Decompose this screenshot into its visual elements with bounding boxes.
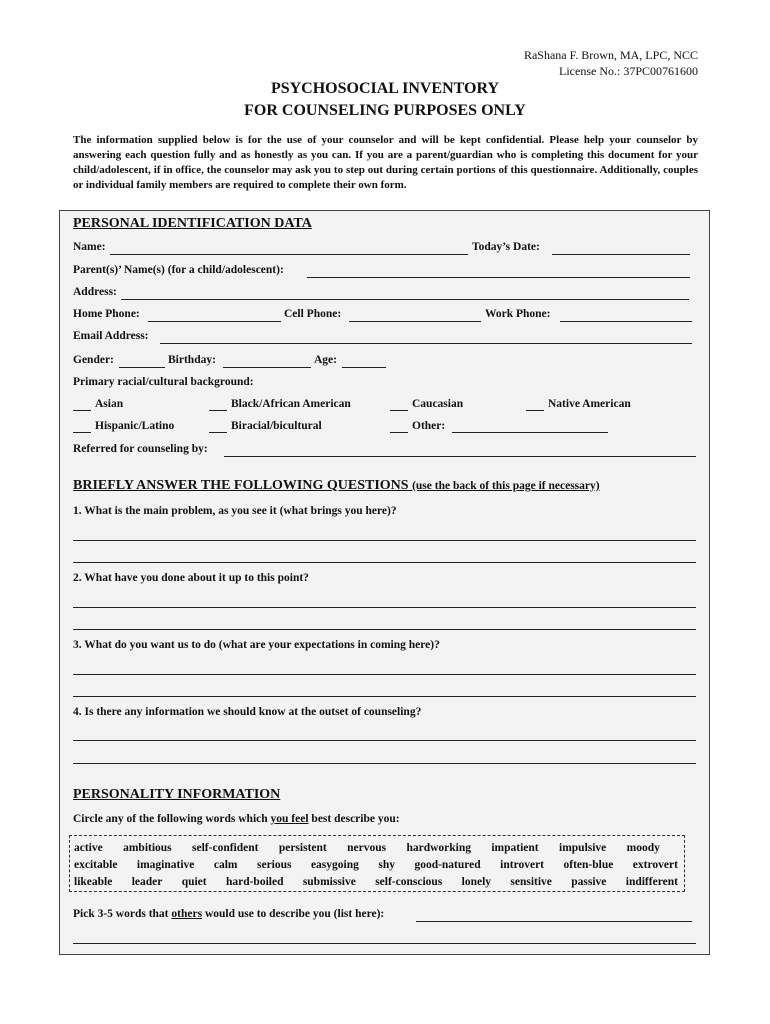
answer-1-line-1[interactable] [73,540,696,541]
age-label: Age: [314,354,337,366]
answer-4-line-1[interactable] [73,740,696,741]
other-checkbox[interactable] [390,432,408,433]
option-other: Other: [412,420,446,432]
option-asian: Asian [95,398,124,410]
pick-words-post: would use to describe you (list here): [204,908,385,920]
parents-name-field[interactable] [307,277,690,278]
option-caucasian: Caucasian [412,398,464,410]
home-phone-field[interactable] [148,321,281,322]
email-label: Email Address: [73,330,149,342]
word-option[interactable]: hard-boiled [225,876,284,888]
counselor-name: RaShana F. Brown, MA, LPC, NCC [523,48,698,62]
pick-words-emphasis: others [171,908,203,920]
answer-2-line-1[interactable] [73,607,696,608]
word-row-2 [74,859,678,871]
asian-checkbox[interactable] [73,410,91,411]
hispanic-latino-checkbox[interactable] [73,432,91,433]
word-option[interactable]: calm [213,859,238,871]
word-option[interactable]: serious [256,859,292,871]
question-1: 1. What is the main problem, as you see it (what brings you here)? [73,505,397,517]
gender-field[interactable] [119,367,165,368]
referred-label: Referred for counseling by: [73,443,208,455]
license-number: License No.: 37PC00761600 [559,64,698,78]
black-african-american-checkbox[interactable] [209,410,227,411]
work-phone-label: Work Phone: [485,308,551,320]
address-label: Address: [73,286,117,298]
birthday-field[interactable] [223,367,311,368]
word-option[interactable]: submissive [302,876,356,888]
home-phone-label: Home Phone: [73,308,140,320]
word-option[interactable]: nervous [347,842,387,854]
pick-words-field-line-2[interactable] [73,943,696,944]
native-american-checkbox[interactable] [526,410,544,411]
questions-heading-text: BRIEFLY ANSWER THE FOLLOWING QUESTIONS [73,478,409,493]
word-option[interactable]: active [74,842,103,854]
title-line-1: PSYCHOSOCIAL INVENTORY [270,80,500,97]
pick-words-instruction [73,908,384,920]
title-line-2: FOR COUNSELING PURPOSES ONLY [244,102,526,119]
cell-phone-field[interactable] [349,321,481,322]
word-option[interactable]: self-confident [192,842,259,854]
answer-3-line-2[interactable] [73,696,696,697]
question-3: 3. What do you want us to do (what are your expectations in coming here)? [73,639,440,651]
work-phone-field[interactable] [560,321,692,322]
word-option[interactable]: shy [378,859,395,871]
referred-field[interactable] [224,456,696,457]
background-label: Primary racial/cultural background: [73,376,254,388]
gender-label: Gender: [73,354,114,366]
cell-phone-label: Cell Phone: [284,308,342,320]
circle-instruction-emphasis: you feel [270,813,309,825]
biracial-bicultural-checkbox[interactable] [209,432,227,433]
questions-note: (use the back of this page if necessary) [412,480,600,492]
option-hispanic-latino: Hispanic/Latino [95,420,175,432]
name-label: Name: [73,241,106,253]
word-option[interactable]: often-blue [563,859,614,871]
question-2: 2. What have you done about it up to this point? [73,572,309,584]
pick-words-field[interactable] [416,921,692,922]
word-option[interactable]: extrovert [632,859,678,871]
question-4: 4. Is there any information we should know at the outset of counseling? [73,706,422,718]
word-option[interactable]: moody [626,842,660,854]
word-option[interactable]: easygoing [310,859,359,871]
birthday-label: Birthday: [168,354,216,366]
word-option[interactable]: impatient [491,842,539,854]
option-native-american: Native American [548,398,631,410]
counselor-header [524,47,698,79]
word-option[interactable]: introvert [500,859,545,871]
word-option[interactable]: passive [571,876,607,888]
intro-paragraph: The information supplied below is for the use of your counselor and will be kept confidential. Please help your counselor by answering each question fully and as honestly as you can. If you are a parent/guardian who is completing this document for your child/adolescent, if in office, the counselor may ask you to step out during certain portions of this questionnaire. Additionally, couples or individual family members are required to complete their own form. [73,134,698,191]
answer-4-line-2[interactable] [73,763,696,764]
word-option[interactable]: self-conscious [375,876,443,888]
word-option[interactable]: hardworking [406,842,471,854]
parents-name-label: Parent(s)’ Name(s) (for a child/adolescent): [73,264,284,276]
word-option[interactable]: ambitious [123,842,172,854]
circle-instruction-pre: Circle any of the following words which [73,813,268,825]
questions-heading [73,478,600,494]
word-option[interactable]: excitable [74,859,118,871]
word-row-3 [74,876,678,888]
circle-instruction-post: best describe you: [311,813,400,825]
answer-2-line-2[interactable] [73,629,696,630]
caucasian-checkbox[interactable] [390,410,408,411]
today-date-field[interactable] [552,254,690,255]
pick-words-pre: Pick 3-5 words that [73,908,169,920]
personality-heading: PERSONALITY INFORMATION [73,787,281,802]
age-field[interactable] [342,367,386,368]
word-option[interactable]: sensitive [510,876,552,888]
word-option[interactable]: quiet [181,876,207,888]
word-option[interactable]: imaginative [136,859,195,871]
word-option[interactable]: indifferent [625,876,678,888]
word-option[interactable]: impulsive [559,842,607,854]
circle-instruction [73,813,400,825]
word-row-1 [74,842,660,854]
name-field[interactable] [110,254,468,255]
word-option[interactable]: lonely [461,876,492,888]
personal-heading: PERSONAL IDENTIFICATION DATA [73,216,312,231]
option-black-african-american: Black/African American [231,398,351,410]
page-title [0,78,770,122]
word-option[interactable]: persistent [278,842,327,854]
option-biracial-bicultural: Biracial/bicultural [231,420,322,432]
address-field[interactable] [121,299,689,300]
other-field[interactable] [452,432,608,433]
word-option[interactable]: likeable [74,876,113,888]
answer-3-line-1[interactable] [73,674,696,675]
word-option[interactable]: good-natured [414,859,481,871]
answer-1-line-2[interactable] [73,562,696,563]
word-option[interactable]: leader [131,876,163,888]
today-date-label: Today’s Date: [472,241,540,253]
email-field[interactable] [160,343,692,344]
